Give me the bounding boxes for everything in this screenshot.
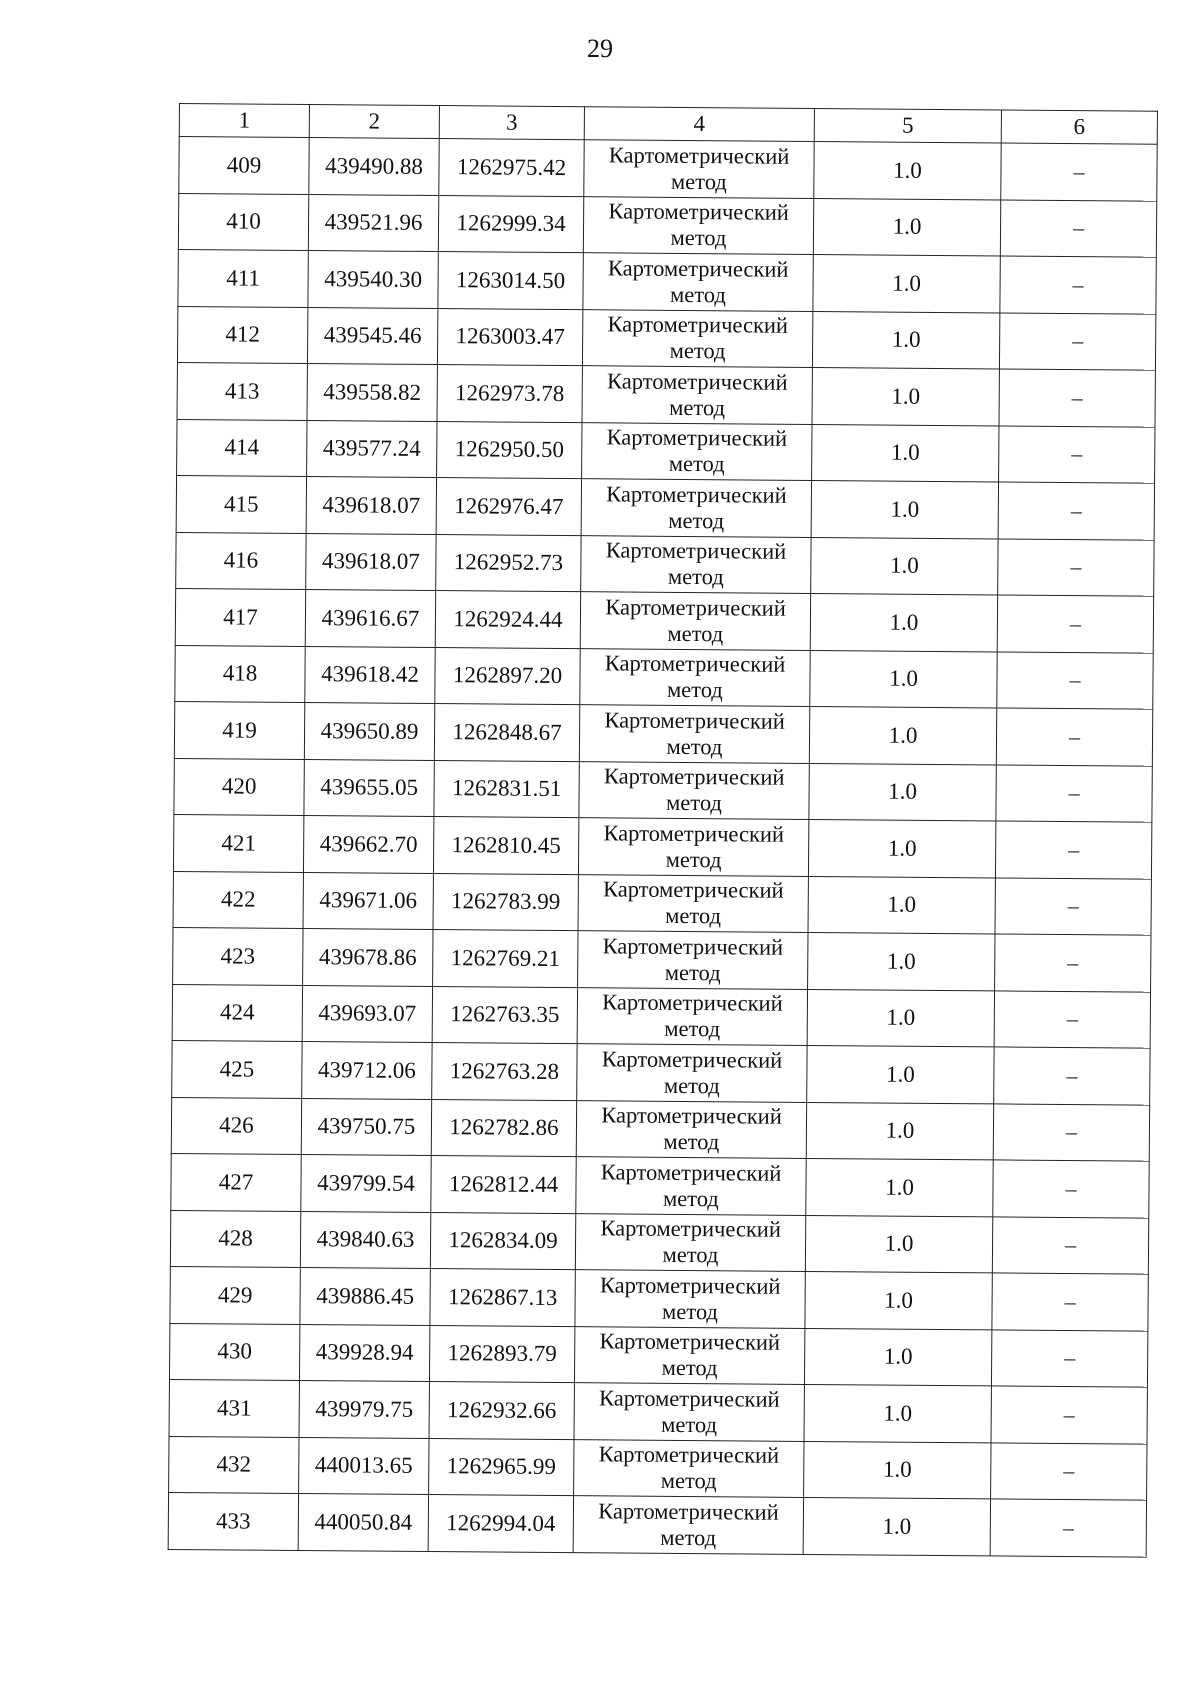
x-coordinate-cell: 439618.42 — [305, 646, 435, 704]
y-coordinate-cell: 1262975.42 — [439, 139, 584, 197]
x-coordinate-cell: 439712.06 — [302, 1041, 432, 1099]
accuracy-cell: 1.0 — [803, 1497, 990, 1555]
point-number-cell: 423 — [173, 927, 303, 985]
page-number: 29 — [587, 34, 613, 63]
point-number-cell: 428 — [170, 1210, 300, 1268]
method-cell: Картометрический метод — [580, 592, 810, 650]
note-cell: – — [992, 1273, 1148, 1331]
point-number-cell: 424 — [172, 984, 302, 1042]
note-cell: – — [996, 708, 1152, 766]
table-row — [171, 1097, 1149, 1161]
coordinates-table-container — [168, 103, 1157, 1557]
y-coordinate-cell: 1262893.79 — [429, 1325, 574, 1383]
point-number-cell: 429 — [170, 1266, 300, 1324]
table-row — [172, 984, 1150, 1048]
method-cell: Картометрический метод — [575, 1213, 805, 1271]
table-row — [169, 1323, 1147, 1387]
x-coordinate-cell: 439693.07 — [302, 985, 432, 1043]
y-coordinate-cell: 1262952.73 — [436, 534, 581, 592]
x-coordinate-cell: 439979.75 — [299, 1380, 429, 1438]
table-row — [169, 1436, 1147, 1500]
note-cell: – — [994, 1047, 1150, 1105]
x-coordinate-cell: 439650.89 — [304, 703, 434, 761]
method-cell: Картометрический метод — [576, 1157, 806, 1215]
table-row — [174, 758, 1152, 822]
y-coordinate-cell: 1262812.44 — [431, 1156, 576, 1214]
note-cell: – — [996, 764, 1152, 822]
y-coordinate-cell: 1262769.21 — [433, 930, 578, 988]
method-cell: Картометрический метод — [583, 196, 813, 254]
accuracy-cell: 1.0 — [814, 141, 1001, 199]
accuracy-cell: 1.0 — [807, 989, 994, 1047]
accuracy-cell: 1.0 — [804, 1328, 991, 1386]
table-row — [173, 927, 1151, 991]
x-coordinate-cell: 439540.30 — [308, 251, 438, 309]
table-row — [169, 1379, 1147, 1443]
x-coordinate-cell: 440013.65 — [299, 1437, 429, 1495]
note-cell: – — [991, 1329, 1147, 1387]
point-number-cell: 422 — [173, 871, 303, 929]
point-number-cell: 430 — [169, 1323, 299, 1381]
point-number-cell: 433 — [168, 1492, 298, 1550]
accuracy-cell: 1.0 — [805, 1271, 992, 1329]
note-cell: – — [998, 538, 1154, 596]
method-cell: Картометрический метод — [581, 479, 811, 537]
header-col-4: 4 — [584, 107, 814, 142]
y-coordinate-cell: 1262965.99 — [429, 1438, 574, 1496]
y-coordinate-cell: 1262976.47 — [436, 478, 581, 536]
y-coordinate-cell: 1262867.13 — [430, 1269, 575, 1327]
x-coordinate-cell: 439928.94 — [299, 1324, 429, 1382]
x-coordinate-cell: 439662.70 — [303, 816, 433, 874]
accuracy-cell: 1.0 — [804, 1384, 991, 1442]
accuracy-cell: 1.0 — [813, 198, 1000, 256]
accuracy-cell: 1.0 — [811, 480, 998, 538]
method-cell: Картометрический метод — [576, 1100, 806, 1158]
method-cell: Картометрический метод — [582, 422, 812, 480]
y-coordinate-cell: 1262763.35 — [432, 986, 577, 1044]
x-coordinate-cell: 439799.54 — [301, 1154, 431, 1212]
x-coordinate-cell: 439558.82 — [307, 364, 437, 422]
accuracy-cell: 1.0 — [805, 1215, 992, 1273]
table-row — [178, 249, 1156, 313]
x-coordinate-cell: 439618.07 — [306, 533, 436, 591]
y-coordinate-cell: 1262924.44 — [435, 591, 580, 649]
x-coordinate-cell: 439618.07 — [306, 477, 436, 535]
x-coordinate-cell: 440050.84 — [298, 1493, 428, 1551]
note-cell: – — [998, 482, 1154, 540]
x-coordinate-cell: 439490.88 — [309, 138, 439, 196]
method-cell: Картометрический метод — [582, 309, 812, 367]
note-cell: – — [991, 1442, 1147, 1500]
point-number-cell: 425 — [172, 1040, 302, 1098]
accuracy-cell: 1.0 — [808, 819, 995, 877]
point-number-cell: 431 — [169, 1379, 299, 1437]
point-number-cell: 421 — [173, 814, 303, 872]
point-number-cell: 412 — [177, 306, 307, 364]
y-coordinate-cell: 1262831.51 — [434, 760, 579, 818]
table-row — [175, 588, 1153, 652]
method-cell: Картометрический метод — [579, 705, 809, 763]
table-row — [175, 645, 1153, 709]
method-cell: Картометрический метод — [578, 874, 808, 932]
y-coordinate-cell: 1263003.47 — [437, 308, 582, 366]
accuracy-cell: 1.0 — [809, 763, 996, 821]
x-coordinate-cell: 439577.24 — [307, 420, 437, 478]
point-number-cell: 416 — [176, 532, 306, 590]
accuracy-cell: 1.0 — [807, 1045, 994, 1103]
method-cell: Картометрический метод — [574, 1383, 804, 1441]
point-number-cell: 410 — [178, 193, 308, 251]
y-coordinate-cell: 1262763.28 — [432, 1043, 577, 1101]
accuracy-cell: 1.0 — [806, 1102, 993, 1160]
point-number-cell: 413 — [177, 362, 307, 420]
table-row — [170, 1266, 1148, 1330]
note-cell: – — [1001, 143, 1157, 201]
note-cell: – — [999, 425, 1155, 483]
table-row — [173, 814, 1151, 878]
y-coordinate-cell: 1262848.67 — [434, 704, 579, 762]
method-cell: Картометрический метод — [573, 1496, 803, 1554]
method-cell: Картометрический метод — [577, 1044, 807, 1102]
table-body — [168, 137, 1157, 1557]
method-cell: Картометрический метод — [580, 648, 810, 706]
method-cell: Картометрический метод — [582, 366, 812, 424]
accuracy-cell: 1.0 — [804, 1441, 991, 1499]
point-number-cell: 432 — [169, 1436, 299, 1494]
accuracy-cell: 1.0 — [806, 1158, 993, 1216]
y-coordinate-cell: 1262782.86 — [431, 1099, 576, 1157]
note-cell: – — [997, 651, 1153, 709]
x-coordinate-cell: 439616.67 — [305, 590, 435, 648]
accuracy-cell: 1.0 — [808, 932, 995, 990]
x-coordinate-cell: 439671.06 — [303, 872, 433, 930]
y-coordinate-cell: 1262950.50 — [437, 421, 582, 479]
note-cell: – — [991, 1386, 1147, 1444]
table-row — [177, 362, 1155, 426]
point-number-cell: 409 — [179, 137, 309, 195]
method-cell: Картометрический метод — [578, 931, 808, 989]
table-row — [176, 532, 1154, 596]
y-coordinate-cell: 1262810.45 — [433, 817, 578, 875]
accuracy-cell: 1.0 — [812, 311, 999, 369]
table-row — [171, 1153, 1149, 1217]
y-coordinate-cell: 1262973.78 — [437, 365, 582, 423]
accuracy-cell: 1.0 — [811, 537, 998, 595]
note-cell: – — [995, 934, 1151, 992]
note-cell: – — [993, 1160, 1149, 1218]
table-row — [170, 1210, 1148, 1274]
table-row — [177, 419, 1155, 483]
y-coordinate-cell: 1262932.66 — [429, 1382, 574, 1440]
accuracy-cell: 1.0 — [810, 593, 997, 651]
y-coordinate-cell: 1263014.50 — [438, 252, 583, 310]
note-cell: – — [999, 369, 1155, 427]
header-col-2: 2 — [309, 105, 439, 139]
y-coordinate-cell: 1262999.34 — [438, 195, 583, 253]
x-coordinate-cell: 439886.45 — [300, 1267, 430, 1325]
note-cell: – — [1000, 199, 1156, 257]
header-col-5: 5 — [814, 108, 1001, 142]
note-cell: – — [1000, 256, 1156, 314]
table-row — [177, 306, 1155, 370]
method-cell: Картометрический метод — [581, 535, 811, 593]
point-number-cell: 417 — [175, 588, 305, 646]
table-row — [173, 871, 1151, 935]
header-col-1: 1 — [179, 104, 309, 138]
accuracy-cell: 1.0 — [809, 706, 996, 764]
accuracy-cell: 1.0 — [812, 424, 999, 482]
method-cell: Картометрический метод — [579, 761, 809, 819]
table-row — [172, 1040, 1150, 1104]
table-row — [179, 137, 1157, 201]
note-cell: – — [990, 1499, 1146, 1557]
point-number-cell: 427 — [171, 1153, 301, 1211]
accuracy-cell: 1.0 — [808, 876, 995, 934]
x-coordinate-cell: 439840.63 — [300, 1211, 430, 1269]
accuracy-cell: 1.0 — [810, 650, 997, 708]
method-cell: Картометрический метод — [575, 1270, 805, 1328]
point-number-cell: 411 — [178, 249, 308, 307]
y-coordinate-cell: 1262834.09 — [430, 1212, 575, 1270]
method-cell: Картометрический метод — [583, 253, 813, 311]
note-cell: – — [992, 1216, 1148, 1274]
y-coordinate-cell: 1262994.04 — [428, 1495, 573, 1553]
method-cell: Картометрический метод — [574, 1439, 804, 1497]
method-cell: Картометрический метод — [577, 987, 807, 1045]
point-number-cell: 426 — [171, 1097, 301, 1155]
point-number-cell: 420 — [174, 758, 304, 816]
table-row — [176, 475, 1154, 539]
x-coordinate-cell: 439678.86 — [303, 928, 433, 986]
y-coordinate-cell: 1262897.20 — [435, 647, 580, 705]
coordinates-table — [168, 103, 1158, 1557]
x-coordinate-cell: 439545.46 — [307, 307, 437, 365]
point-number-cell: 419 — [174, 701, 304, 759]
x-coordinate-cell: 439750.75 — [301, 1098, 431, 1156]
point-number-cell: 414 — [177, 419, 307, 477]
note-cell: – — [995, 821, 1151, 879]
header-col-6: 6 — [1001, 110, 1157, 144]
note-cell: – — [993, 1103, 1149, 1161]
point-number-cell: 418 — [175, 645, 305, 703]
accuracy-cell: 1.0 — [813, 254, 1000, 312]
note-cell: – — [995, 877, 1151, 935]
note-cell: – — [994, 990, 1150, 1048]
method-cell: Картометрический метод — [584, 140, 814, 198]
method-cell: Картометрический метод — [574, 1326, 804, 1384]
table-row — [168, 1492, 1146, 1556]
note-cell: – — [999, 312, 1155, 370]
method-cell: Картометрический метод — [578, 818, 808, 876]
table-row — [174, 701, 1152, 765]
point-number-cell: 415 — [176, 475, 306, 533]
table-row — [178, 193, 1156, 257]
y-coordinate-cell: 1262783.99 — [433, 873, 578, 931]
header-col-3: 3 — [439, 106, 584, 140]
x-coordinate-cell: 439655.05 — [304, 759, 434, 817]
x-coordinate-cell: 439521.96 — [308, 194, 438, 252]
note-cell: – — [997, 595, 1153, 653]
accuracy-cell: 1.0 — [812, 367, 999, 425]
